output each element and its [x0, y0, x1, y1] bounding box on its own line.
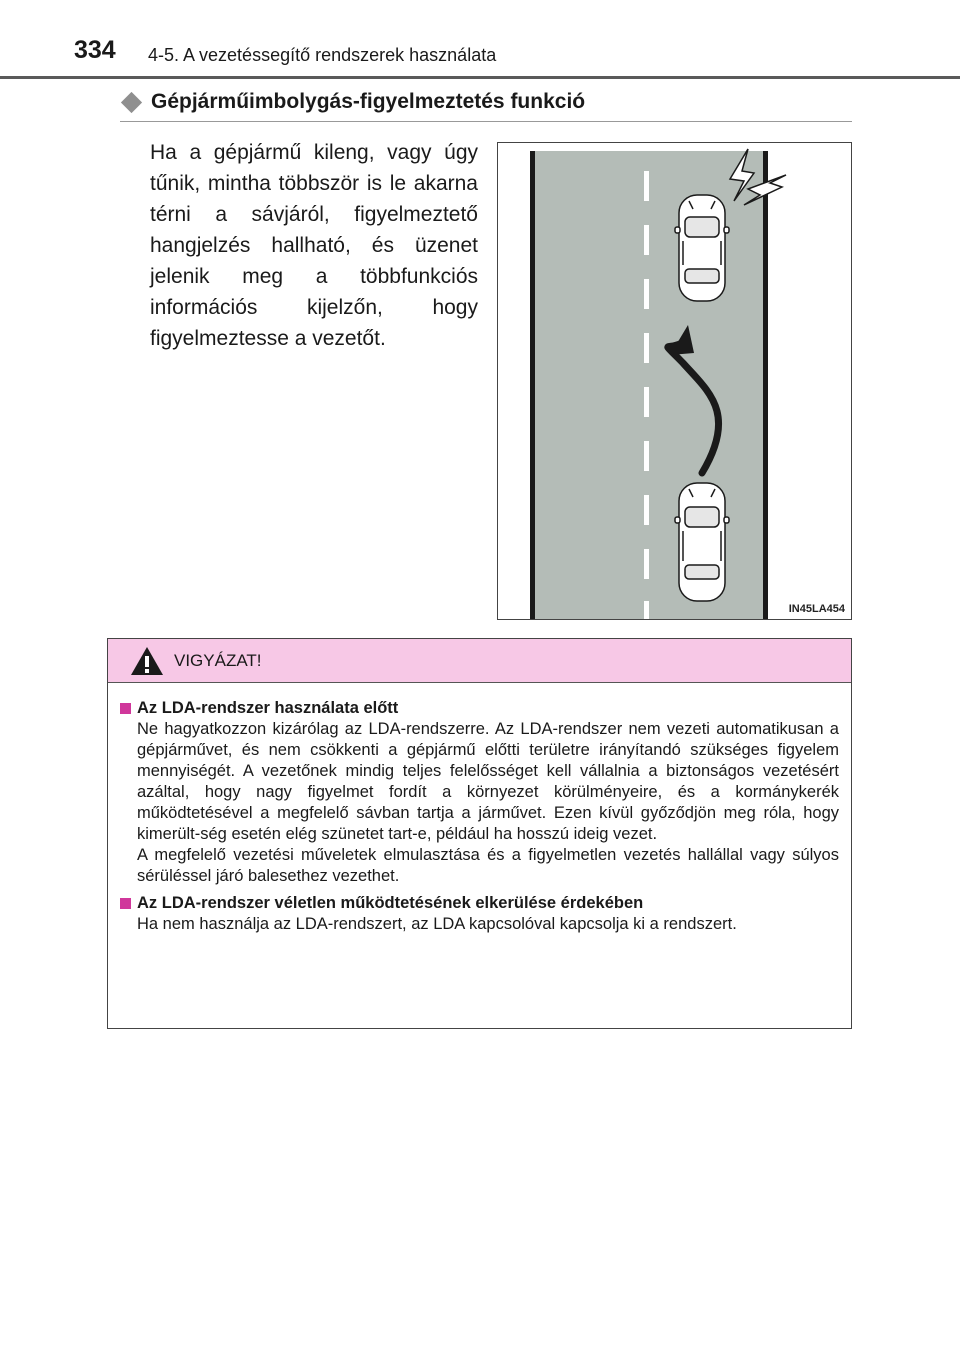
page-number: 334	[74, 36, 116, 64]
square-bullet-icon	[120, 898, 131, 909]
warning-item	[120, 698, 839, 887]
road-surface	[533, 151, 765, 619]
warning-paragraph: Ha nem használja az LDA-rendszert, az LDA kapcsolóval kapcsolja ki a rendszert.	[137, 915, 737, 933]
diamond-icon	[121, 91, 142, 112]
chapter-title: 4-5. A vezetéssegítő rendszerek használata	[148, 45, 497, 65]
warning-item-heading-text: Az LDA-rendszer használata előtt	[137, 699, 399, 717]
warning-header	[108, 639, 851, 683]
lane-departure-illustration	[497, 142, 852, 620]
section-divider	[120, 121, 852, 122]
illustration-svg	[498, 143, 851, 619]
left-lane-line	[530, 151, 535, 619]
warning-paragraph: Ne hagyatkozzon kizárólag az LDA-rendszerre. Az LDA-rendszer nem vezeti automatikusan a gépjárművet, és nem csökkenti a gépjármű előtti területre irányítandó szükséges figyelem mennyiségét. A vezetőnek mindig teljes felelősséget kell vállalnia a biztonságos vezetésért azáltal, hogy nagy figyelmet fordít a környezet körülményeire, és a kormánykerék működtetésével a megfelelő sávban tartja a járművet. Ezen kívül győződjön meg róla, hogy kimerült-ség esetén elég szünetet tart-e, például ha hosszú ideig vezet.	[137, 720, 839, 843]
warning-item	[120, 893, 839, 935]
header-divider	[0, 76, 960, 79]
car-icon	[675, 195, 729, 301]
warning-paragraph: A megfelelő vezetési műveletek elmulasztása és a figyelmetlen vezetés hallállal vagy súlyos sérüléssel járó balesethez vezethet.	[137, 846, 839, 885]
square-bullet-icon	[120, 703, 131, 714]
warning-item-heading	[120, 893, 839, 914]
section-body-text: Ha a gépjármű kileng, vagy úgy tűnik, mintha többször is le akarna térni a sávjáról, figyelmeztető hangjelzés hallható, és üzenet jelenik meg a többfunkciós információs kijelzőn, hogy figyelmeztesse a vezetőt.	[150, 141, 478, 350]
warning-item-heading	[120, 698, 839, 719]
image-code: IN45LA454	[788, 603, 845, 615]
section-title-text: Gépjárműimbolygás-figyelmeztetés funkció	[151, 90, 586, 113]
warning-body	[108, 683, 851, 935]
right-lane-line	[763, 151, 768, 619]
section-heading	[120, 90, 585, 114]
warning-box	[107, 638, 852, 1029]
center-dashed-line	[644, 171, 649, 619]
warning-label: VIGYÁZAT!	[174, 650, 262, 670]
warning-item-heading-text: Az LDA-rendszer véletlen működtetésének elkerülése érdekében	[137, 894, 644, 912]
warning-triangle-icon	[130, 646, 164, 676]
car-icon	[675, 483, 729, 601]
